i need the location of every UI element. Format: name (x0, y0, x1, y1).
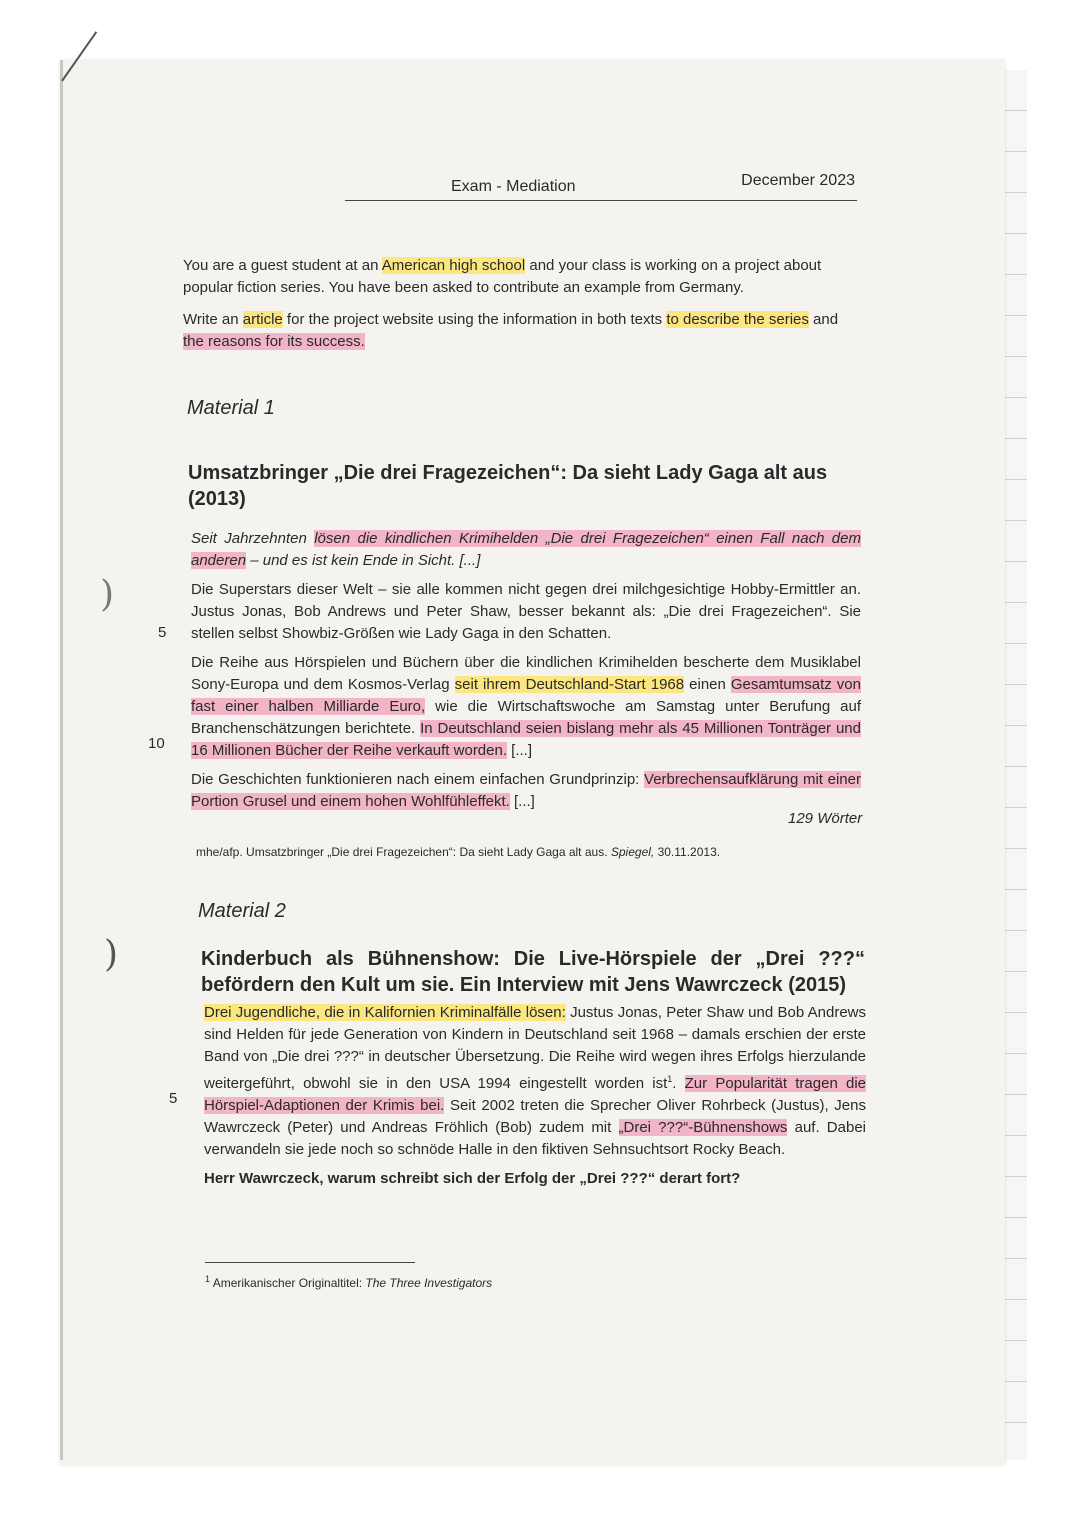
footnote-divider (205, 1262, 415, 1263)
sheet-edge (60, 60, 63, 1460)
punch-hole-icon: ) (104, 934, 119, 975)
punch-hole-icon: ) (100, 574, 115, 615)
highlight: „Drei ???“-Bühnenshows (618, 1119, 788, 1136)
material-2-heading: Material 2 (198, 900, 286, 922)
highlight: seit ihrem Deutschland-Start 1968 (454, 676, 685, 693)
word-count: 129 Wörter (788, 810, 863, 827)
task-paragraph-2: Write an article for the project website using the information in both texts to describe the series and the reasons for its success. (183, 311, 839, 350)
highlight: article (242, 311, 283, 328)
material-2-body (204, 1002, 866, 1197)
line-number: 5 (169, 1090, 178, 1107)
material-1-lede: Seit Jahrzehnten lösen die kindlichen Krimihelden „Die drei Fragezeichen“ einen Fall nach dem anderen – und es ist kein Ende in Sicht. [...] (191, 530, 861, 569)
task-paragraph-1: You are a guest student at an American high school and your class is working on a project about popular fiction series. You have been asked to contribute an example from Germany. (183, 257, 822, 296)
line-number: 5 (158, 624, 167, 641)
header-date: December 2023 (741, 172, 855, 189)
material-1-citation: mhe/afp. Umsatzbringer „Die drei Fragezeichen“: Da sieht Lady Gaga alt aus. Spiegel, 30.11.2013. (196, 845, 721, 859)
highlight: Gesamtumsatz von fast einer halben Milliarde Euro, (191, 676, 861, 715)
material-1-paragraph-3: Die Geschichten funktionieren nach einem einfachen Grundprinzip: Verbrechensaufklärung mit einer Portion Grusel und einem hohen Wohlfühleffekt. [...] (191, 771, 861, 810)
material-1-body (191, 528, 861, 820)
material-2-title: Kinderbuch als Bühnenshow: Die Live-Hörspiele der „Drei ???“ befördern den Kult um sie. Ein Interview mit Jens Wawrczeck (2015) (201, 948, 865, 996)
highlight: Zur Popularität tragen die Hörspiel-Adaptionen der Krimis bei. (204, 1075, 867, 1114)
material-1-paragraph-2: Die Reihe aus Hörspielen und Büchern über die kindlichen Krimihelden bescherte dem Musiklabel Sony-Europa und dem Kosmos-Verlag seit ihrem Deutschland-Start 1968 einen Gesamtumsatz von fast einer halben Milliarde Euro, wie die Wirtschaftswoche am Samstag unter Berufung auf Branchenschätzungen berichtete. In Deutschland seien bislang mehr als 45 Millionen Tonträger und 16 Millionen Bücher der Reihe verkauft worden. [...] (191, 654, 861, 759)
line-number: 10 (148, 735, 165, 752)
header-title: Exam - Mediation (451, 178, 576, 195)
highlight: to describe the series (666, 311, 809, 328)
highlight: the reasons for its success. (183, 333, 365, 350)
highlight: American high school (381, 257, 526, 274)
highlight: In Deutschland seien bislang mehr als 45 Millionen Tonträger und 16 Millionen Bücher der Reihe verkauft worden. (191, 720, 861, 759)
highlight: Verbrechensaufklärung mit einer Portion Grusel und einem hohen Wohlfühleffekt. (191, 771, 861, 810)
page-header (345, 172, 857, 201)
material-1-title: Umsatzbringer „Die drei Fragezeichen“: Da sieht Lady Gaga alt aus (2013) (188, 462, 828, 510)
material-1-heading: Material 1 (187, 397, 275, 419)
footnote: $^1$ Amerikanischer Originaltitel: The Three Investigators (205, 1274, 493, 1290)
interview-question: Herr Wawrczeck, warum schreibt sich der Erfolg der „Drei ???“ derart fort? (204, 1170, 741, 1187)
highlight: Drei Jugendliche, die in Kalifornien Kriminalfälle lösen: (204, 1004, 566, 1021)
task-instructions (183, 255, 863, 363)
highlight: lösen die kindlichen Krimihelden „Die drei Fragezeichen“ einen Fall nach dem anderen (191, 530, 861, 569)
material-1-paragraph-1: Die Superstars dieser Welt – sie alle kommen nicht gegen drei milchgesichtige Hobby-Ermittler an. Justus Jonas, Bob Andrews und Peter Shaw, besser bekannt als: „Die drei Fragezeichen“. Sie stellen selbst Showbiz-Größen wie Lady Gaga in den Schatten. (191, 581, 861, 642)
material-2-paragraph-1: Drei Jugendliche, die in Kalifornien Kriminalfälle lösen: Justus Jonas, Peter Shaw und Bob Andrews sind Helden für jede Generation von Kindern in Deutschland seit 1968 – damals erschien der erste Band von „Die drei ???“ in deutscher Übersetzung. Die Reihe wird wegen ihres Erfolgs hierzulande weitergeführt, obwohl sie in den USA 1994 eingestellt worden ist$^1$. Zur Popularität tragen die Hörspiel-Adaptionen der Krimis bei. Seit 2002 treten die Sprecher Oliver Rohrbeck (Justus), Jens Wawrczeck (Peter) und Andreas Fröhlich (Bob) zudem mit „Drei ???“-Bühnenshows auf. Dabei verwandeln sie jede noch so schnöde Halle in den fiktiven Sehnsuchtsort Rocky Beach. (204, 1004, 867, 1158)
